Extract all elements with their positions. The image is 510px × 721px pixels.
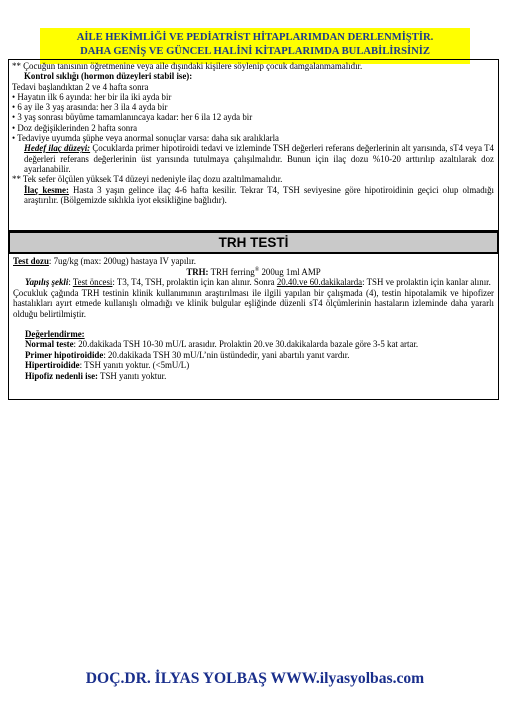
target-level-paragraph bbox=[12, 143, 494, 174]
method-colon: : bbox=[68, 277, 73, 288]
pituitary-label: Hipofiz nedenli ise: bbox=[25, 370, 98, 381]
trh-product-line bbox=[13, 267, 494, 278]
normal-test-label: Normal teste bbox=[25, 339, 74, 350]
primary-hypothyroid-line bbox=[13, 350, 494, 361]
minutes-text: : TSH ve prolaktin için kanlar alınır. bbox=[362, 277, 491, 288]
footer-author-website: DOÇ.DR. İLYAS YOLBAŞ WWW.ilyasyolbas.com bbox=[85, 670, 425, 687]
hyperthyroid-line bbox=[13, 360, 494, 371]
control-line-2: • Hayatın ilk 6 ayında: her bir ila iki ayda bir bbox=[12, 91, 172, 102]
drug-stop-paragraph bbox=[12, 185, 494, 206]
control-line-1: Tedavi başlandıktan 2 ve 4 hafta sonra bbox=[12, 81, 149, 92]
method-label: Yapılış şekli bbox=[25, 277, 69, 288]
banner-line-1: AİLE HEKİMLİĞİ VE PEDİATRİST HİTAPLARIMDAN DERLENMİŞTİR. bbox=[76, 32, 434, 43]
control-line-6: • Tedaviye uyumda şüphe veya anormal sonuçlar varsa: daha sık aralıklarla bbox=[12, 133, 279, 144]
normal-test-line bbox=[13, 339, 494, 350]
hyperthyroid-label: Hipertiroidide bbox=[25, 360, 80, 371]
hyperthyroid-text: : TSH yanıtı yoktur. (<5mU/L) bbox=[79, 360, 190, 371]
minutes-label: 20.40.ve 60.dakikalarda bbox=[276, 277, 363, 288]
trh-product-a: TRH ferring bbox=[208, 266, 255, 277]
drug-stop-text: Hasta 3 yaşın gelince ilaç 4-6 hafta kesilir. Tekrar T4, TSH seviyesine göre hipotiroidinin geçici olup olmadığı araştırılır. (Bölgemizde sıklıkla iyot eksikliğine bağlıdır). bbox=[24, 184, 494, 205]
treatment-follow-up-box bbox=[8, 59, 499, 231]
method-paragraph bbox=[13, 277, 494, 288]
control-line-4: • 3 yaş sonrası büyüme tamamlanıncaya kadar: her 6 ila 12 ayda bir bbox=[12, 112, 253, 123]
test-dose-label: Test dozu bbox=[13, 256, 49, 266]
pretest-text: : T3, T4, TSH, prolaktin için kan alınır. Sonra bbox=[112, 277, 277, 288]
control-frequency-title: Kontrol sıklığı (hormon düzeyleri stabil ise): bbox=[24, 71, 193, 82]
primary-hypothyroid-label: Primer hipotiroidide bbox=[25, 349, 104, 360]
banner-line-2: DAHA GENİŞ VE GÜNCEL HALİNİ KİTAPLARIMDA BULABİLİRSİNİZ bbox=[80, 46, 430, 57]
trh-registered-mark: ® bbox=[254, 266, 260, 273]
test-dose-line bbox=[13, 256, 494, 267]
trh-study-paragraph: Çocukluk çağında TRH testinin klinik kullanımının araştırılması ile ilgili yapılan bir çalışmada (4), testin hipotalamik ve hipofizer hastalıkları ayırt etmede kullanışlı olmadığı ve klinik bulgular eşliğinde düzenli sT4 ölçümlerinin hastaların izleminde daha yararlı olduğu belirtilmiştir. bbox=[13, 287, 494, 319]
control-line-5: • Doz değişiklerinden 2 hafta sonra bbox=[12, 122, 138, 133]
pretest-label: Test öncesi bbox=[72, 277, 113, 288]
trh-test-box bbox=[8, 254, 499, 400]
trh-product-b: 200ug 1ml AMP bbox=[259, 266, 321, 277]
control-line-3: • 6 ay ile 3 yaş arasında: her 3 ila 4 ayda bir bbox=[12, 102, 168, 113]
pituitary-text: TSH yanıtı yoktur. bbox=[97, 370, 167, 381]
target-level-text: Çocuklarda primer hipotiroidi tedavi ve izleminde TSH değerleri referans değerlerinin alt yarısında, sT4 veya T4 değerleri referans değerlerinin üst yarısında tutulmaya çalışılmalıdır. Bunun için ilaç dozu %10-20 arttırılıp azaltılarak doz ayarlanabilir. bbox=[24, 143, 494, 174]
normal-test-text: : 20.dakikada TSH 10-30 mU/L arasıdır. Prolaktin 20.ve 30.dakikalarda bazale göre 3-5 kat artar. bbox=[73, 339, 419, 350]
evaluation-title: Değerlendirme: bbox=[25, 328, 85, 339]
note-child-stigma: ** Çocuğun tanısının öğretmenine veya aile dışındaki kişilere söylenip çocuk damgalanmamalıdır. bbox=[12, 61, 363, 71]
target-level-label: Hedef ilaç düzeyi: bbox=[24, 143, 91, 154]
drug-stop-label: İlaç kesme: bbox=[24, 184, 69, 195]
trh-label: TRH: bbox=[186, 266, 209, 277]
trh-test-title: TRH TESTİ bbox=[8, 231, 499, 254]
primary-hypothyroid-text: : 20.dakikada TSH 30 mU/L’nin üstündedir, yani abartılı yanıt vardır. bbox=[103, 349, 350, 360]
test-dose-text: : 7ug/kg (max: 200ug) hastaya IV yapılır. bbox=[48, 256, 196, 266]
pituitary-line bbox=[13, 371, 494, 382]
note-single-high-t4: ** Tek sefer ölçülen yüksek T4 düzeyi nedeniyle ilaç dozu azaltılmamalıdır. bbox=[12, 174, 283, 185]
